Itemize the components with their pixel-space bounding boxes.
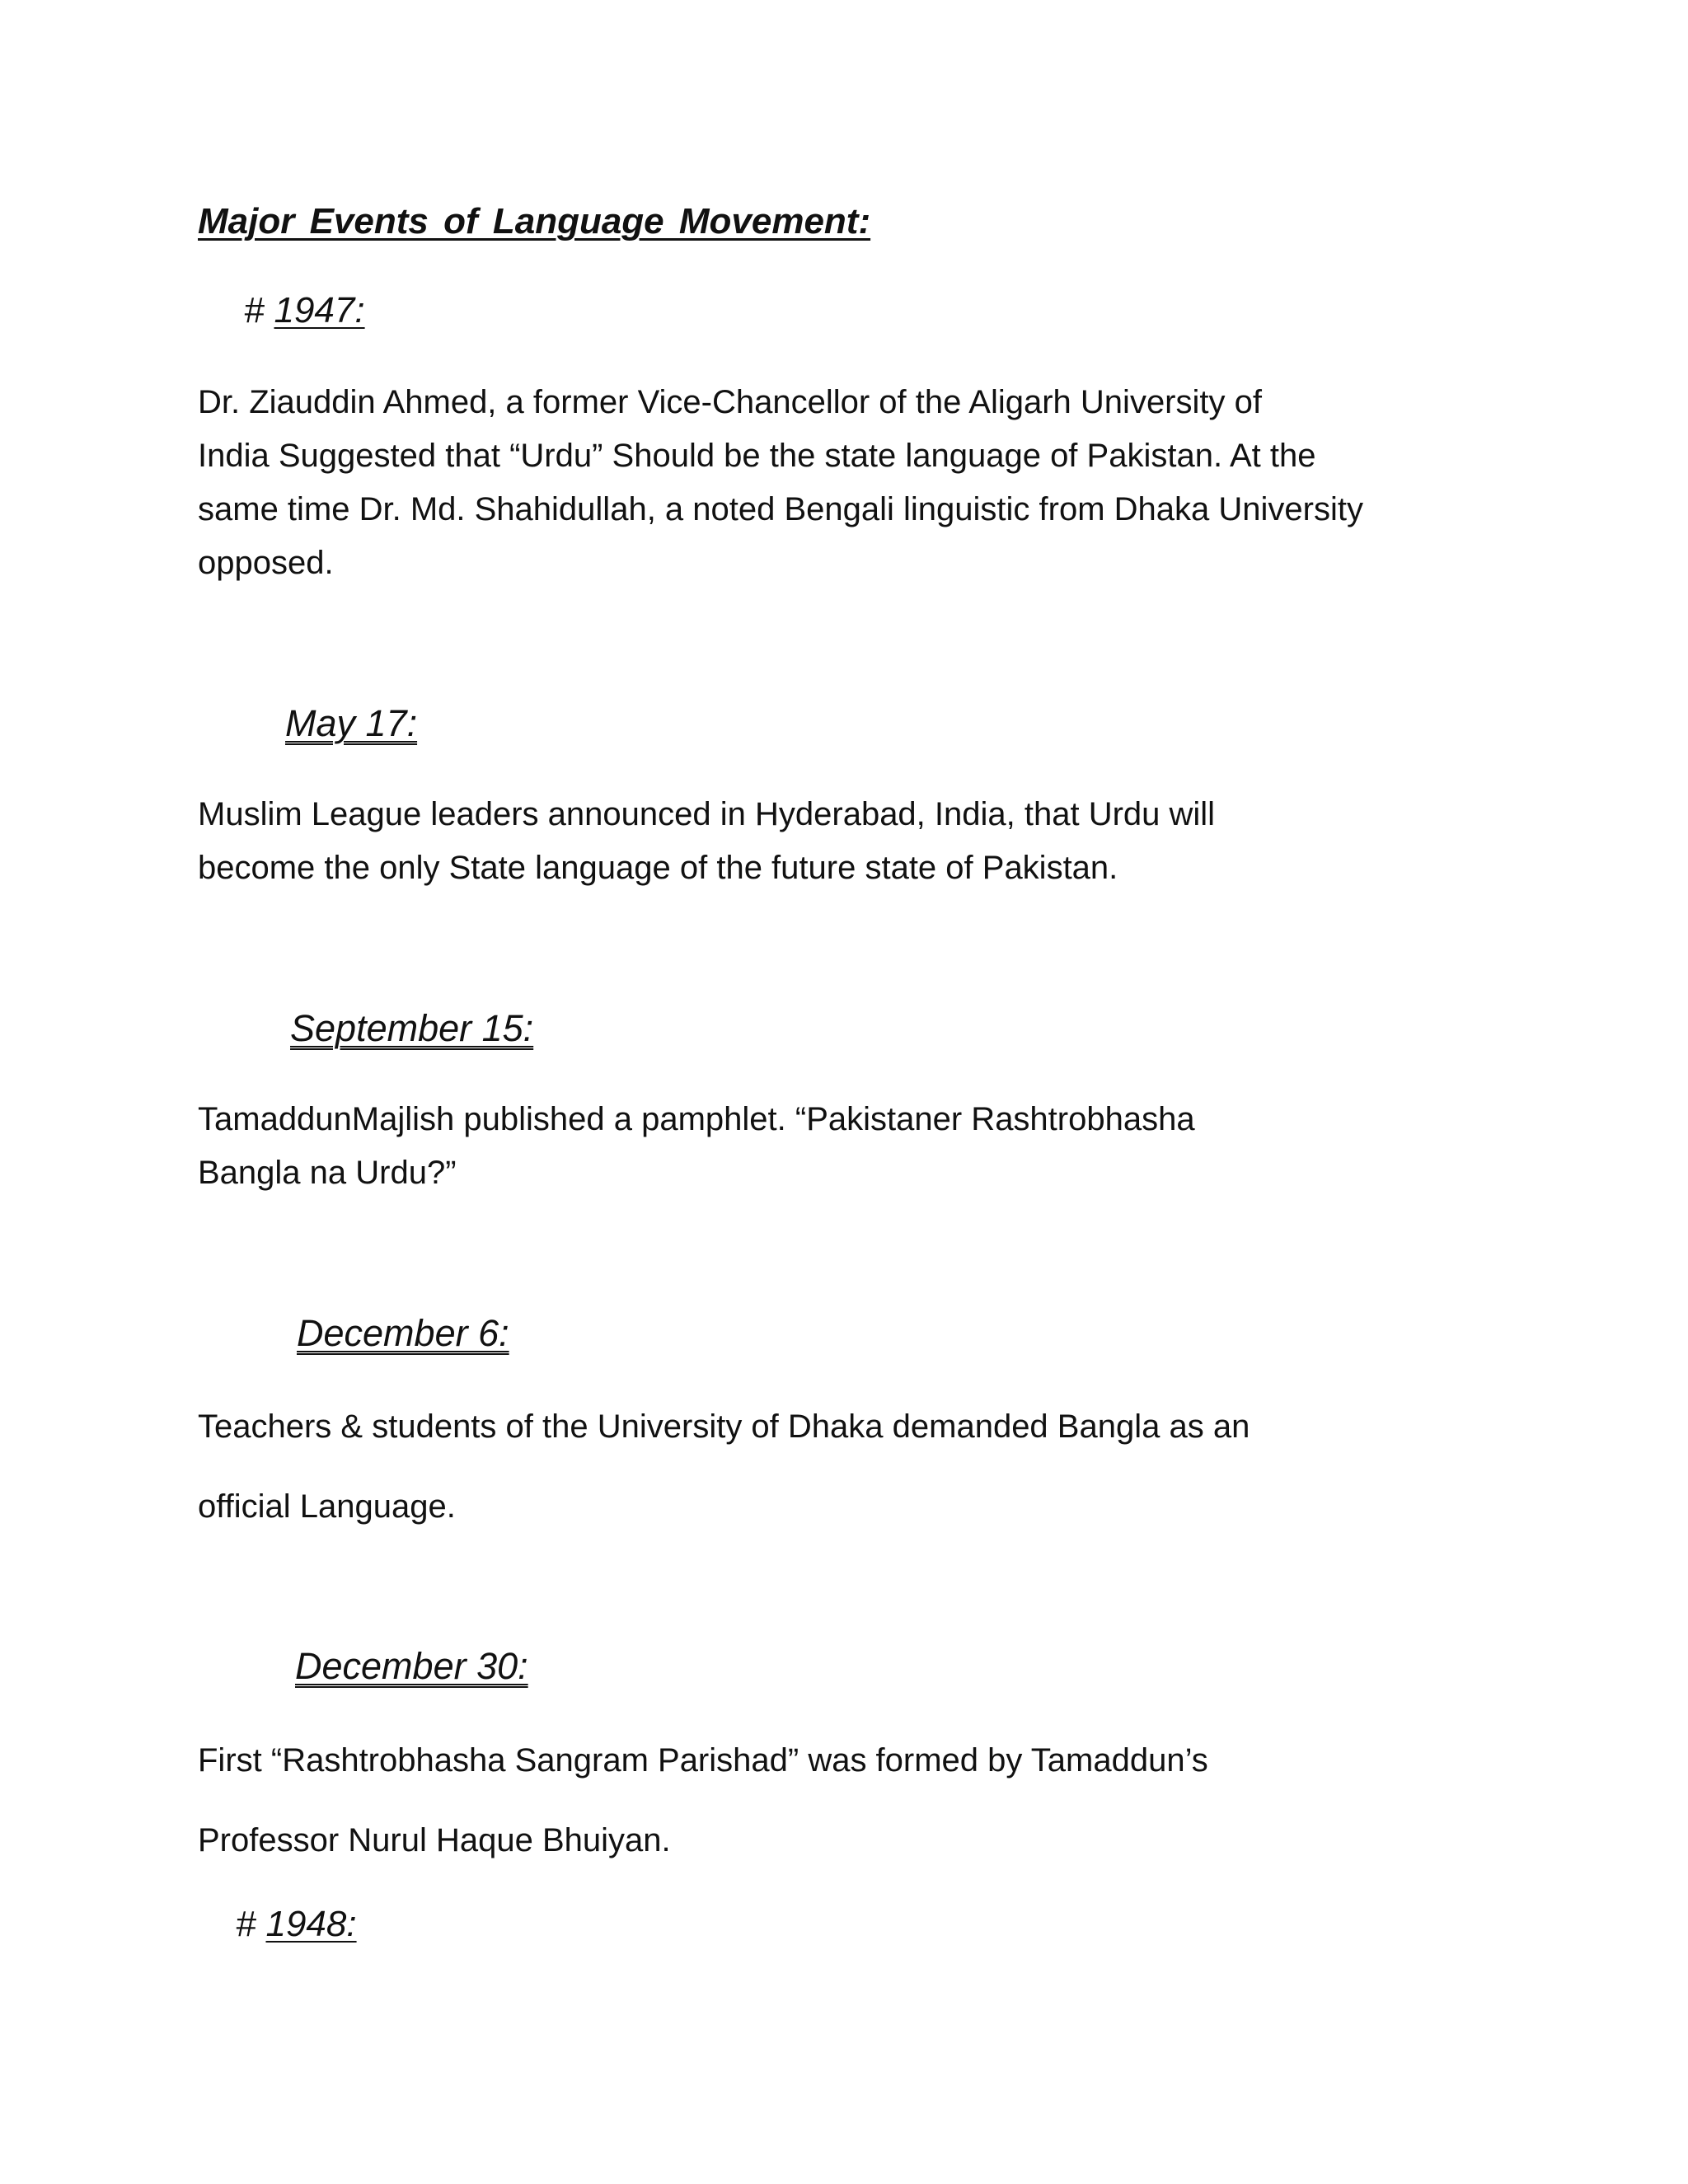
event-date-december-30: December 30:	[295, 1645, 528, 1687]
year-heading-1947	[244, 290, 365, 331]
year-heading-1948	[236, 1904, 357, 1945]
year-hash: #	[244, 290, 265, 330]
year-label: 1948:	[265, 1904, 357, 1944]
document-heading: Major Events of Language Movement:	[198, 201, 871, 241]
event-paragraph-december-6: Teachers & students of the University of Dhaka demanded Bangla as an official Language.	[198, 1408, 1250, 1525]
event-paragraph-september-15: TamaddunMajlish published a pamphlet. “Pakistaner Rashtrobhasha Bangla na Urdu?”	[198, 1101, 1195, 1191]
event-paragraph-1947-intro: Dr. Ziauddin Ahmed, a former Vice-Chancellor of the Aligarh University of India Suggested that “Urdu” Should be the state language of Pakistan. At the same time Dr. Md. Shahidullah, a noted Bengali linguistic from Dhaka University opposed.	[198, 384, 1363, 581]
year-hash: #	[236, 1904, 256, 1944]
event-date-may-17: May 17:	[285, 702, 418, 744]
event-paragraph-may-17: Muslim League leaders announced in Hyderabad, India, that Urdu will become the only State language of the future state of Pakistan.	[198, 796, 1216, 886]
event-paragraph-december-30: First “Rashtrobhasha Sangram Parishad” was formed by Tamaddun’s Professor Nurul Haque Bhuiyan.	[198, 1742, 1208, 1858]
year-label: 1947:	[274, 290, 365, 330]
event-date-december-6: December 6:	[297, 1312, 509, 1354]
event-date-september-15: September 15:	[290, 1007, 534, 1049]
